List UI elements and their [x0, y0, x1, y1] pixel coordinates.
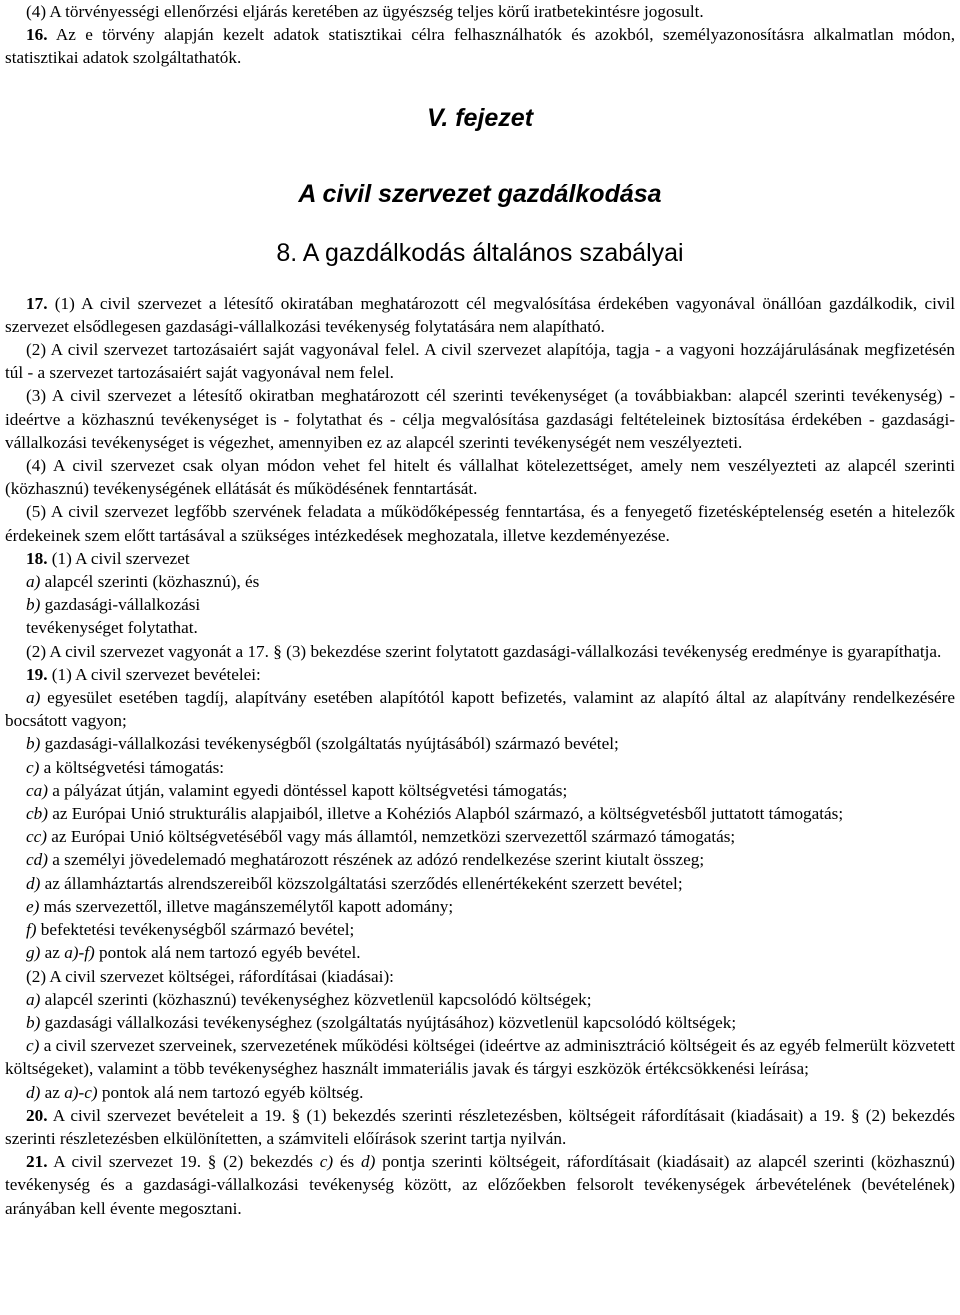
section-21-number: 21. — [26, 1152, 48, 1172]
section-19-item-g — [5, 941, 955, 964]
section-19-p1-text: (1) A civil szervezet bevételei: — [47, 664, 261, 684]
item-letter: cc) — [26, 827, 47, 847]
section-19-paragraph-1 — [5, 663, 955, 686]
item-text: egyesület esetében tagdíj, alapítvány esetében alapítótól kapott befizetés, valamint az alapító által az alapítvány rendelkezésére bocsátott vagyon; — [5, 688, 955, 731]
intro-paragraph-4: (4) A törvényességi ellenőrzési eljárás keretében az ügyészség teljes körű iratbetekintésre jogosult. — [26, 2, 704, 21]
section-19-item — [5, 918, 955, 941]
section-18-item-a — [5, 570, 955, 593]
section-17-paragraph-5: (5) A civil szervezet legfőbb szervének feladata a működőképesség fenntartása, és a fenyegető fizetésképtelenség esetén a hitelezők érdekeinek szem előtt tartásával a szükséges intézkedések meghozatala, illetve kezdeményezése. — [5, 502, 955, 545]
section-19-paragraph-2: (2) A civil szervezet költségei, ráfordításai (kiadásai): — [26, 966, 394, 986]
section-18-tail: tevékenységet folytathat. — [26, 618, 198, 638]
section-18-number: 18. — [26, 548, 48, 568]
section-17-p1-text: (1) A civil szervezet a létesítő okiratában meghatározott cél megvalósítása érdekében vagyonával önállóan gazdálkodik, civil szervezet elsődlegesen gazdasági-vállalkozási tevékenység folytatására nem alapítható. — [5, 293, 955, 336]
section-19-item — [5, 1011, 955, 1034]
section-18-paragraph-2: (2) A civil szervezet vagyonát a 17. § (3) bekezdése szerint folytatott gazdasági-vállalkozási tevékenység eredménye is gyarapíthatja. — [26, 641, 942, 661]
section-18-p1-text: (1) A civil szervezet — [47, 548, 190, 568]
section-17-paragraph-1 — [5, 292, 955, 338]
section-21-text: és — [333, 1152, 361, 1172]
section-19-item — [5, 732, 955, 755]
section-18-paragraph-1 — [5, 547, 955, 570]
section-21-text: pontja szerinti költségeit, ráfordításait (kiadásait) az alapcél szerinti (közhasznú) tevékenység és a gazdasági-vállalkozási tevékenység között, az előzőekben felsorolt tevékenységek árbevételének (bevételének) arányában kell évente megosztani. — [5, 1152, 955, 1218]
section-19-item — [5, 686, 955, 732]
item-letter: e) — [26, 896, 40, 916]
item-letter: b) — [26, 595, 41, 615]
chapter-number: V. fejezet — [426, 103, 534, 132]
item-letter: d) — [26, 1082, 41, 1102]
item-letter: g) — [26, 943, 41, 963]
section-19-item — [5, 848, 955, 871]
document-page — [5, 0, 955, 1220]
item-letter: f) — [26, 920, 37, 940]
item-letter: b) — [26, 734, 41, 754]
section-17-paragraph-2: (2) A civil szervezet tartozásaiért saját vagyonával felel. A civil szervezet alapítója, tagja - a vagyoni hozzájárulásának megfizetésén túl - a szervezet tartozásaiért saját vagyonával nem felel. — [5, 340, 955, 383]
item-text: gazdasági-vállalkozási — [40, 595, 201, 615]
section-19-item — [5, 802, 955, 825]
item-letter: cd) — [26, 850, 48, 870]
section-17-paragraph-4: (4) A civil szervezet csak olyan módon vehet fel hitelt és vállalhat kötelezettséget, amely nem veszélyezteti az alapcél szerinti (közhasznú) tevékenységének ellátását és működésének fenntartását. — [5, 456, 955, 499]
item-text: az Európai Unió költségvetéséből vagy más államtól, nemzetközi szervezettől származó támogatás; — [46, 827, 736, 847]
item-text: a költségvetési támogatás: — [39, 757, 225, 777]
item-text: a civil szervezet szerveinek, szervezetének működési költségei (ideértve az adminisztráció költségeit és az egyéb felmerült közvetett költségeket), valamint a több tevékenységhez használt immateriális javak és tárgyi eszközök értékcsökkenési leírása; — [5, 1036, 955, 1079]
item-reference: a)-f) — [64, 943, 95, 963]
item-text: a pályázat útján, valamint egyedi döntéssel kapott költségvetési támogatás; — [47, 780, 568, 800]
section-19-item — [5, 895, 955, 918]
item-text: alapcél szerinti (közhasznú), és — [40, 572, 260, 592]
item-letter: c) — [26, 757, 40, 777]
section-19-number: 19. — [26, 664, 48, 684]
item-letter: d) — [26, 873, 41, 893]
section-20-number: 20. — [26, 1105, 48, 1125]
section-19-item-d — [5, 1081, 955, 1104]
section-17-number: 17. — [26, 293, 48, 313]
section-21 — [5, 1150, 955, 1220]
section-19-item — [5, 779, 955, 802]
item-text: az Európai Unió strukturális alapjaiból, illetve a Kohéziós Alapból származó, a költségvetésből juttatott támogatás; — [47, 804, 844, 824]
item-text: az államháztartás alrendszereiből közszolgáltatási szerződés ellenértékeként szerzett bevétel; — [40, 873, 683, 893]
section-21-text: A civil szervezet 19. § (2) bekezdés — [47, 1152, 320, 1172]
item-letter: b) — [26, 1012, 41, 1032]
section-19-item — [5, 872, 955, 895]
item-letter: ca) — [26, 780, 48, 800]
item-text: a személyi jövedelemadó meghatározott részének az adózó rendelkezése szerint kiutalt összeg; — [47, 850, 705, 870]
item-text: pontok alá nem tartozó egyéb bevétel. — [94, 943, 361, 963]
item-text: az — [40, 1082, 65, 1102]
item-text: gazdasági vállalkozási tevékenységhez (szolgáltatás nyújtásához) közvetlenül kapcsolódó költségek; — [40, 1012, 737, 1032]
item-reference: c) — [319, 1152, 334, 1172]
section-16-number: 16. — [26, 25, 48, 45]
item-reference: d) — [360, 1152, 376, 1172]
item-text: alapcél szerinti (közhasznú) tevékenységhez közvetlenül kapcsolódó költségek; — [40, 989, 592, 1009]
section-18-item-b — [5, 593, 955, 616]
section-title: 8. A gazdálkodás általános szabályai — [276, 238, 684, 267]
item-text: befektetési tevékenységből származó bevétel; — [36, 920, 355, 940]
item-letter: a) — [26, 989, 41, 1009]
section-19-item — [5, 756, 955, 779]
section-20-text: A civil szervezet bevételeit a 19. § (1) bekezdés szerinti részletezésben, költségeit ráfordításait (kiadásait) a 19. § (2) bekezdés szerinti részletezésben elkülönítetten, a számviteli előírások szerint tartja nyilván. — [5, 1105, 955, 1148]
item-letter: a) — [26, 688, 41, 708]
section-17-paragraph-3: (3) A civil szervezet a létesítő okiratban meghatározott cél szerinti tevékenységet (a továbbiakban: alapcél szerinti tevékenység) - ideértve a közhasznú tevékenységet is - folytathat és - célja megvalósítása gazdasági feltételeinek biztosítása érdekében - gazdasági-vállalkozási tevékenységet is végezhet, amennyiben ez az alapcél szerinti tevékenységét nem veszélyezteti. — [5, 386, 955, 452]
item-letter: c) — [26, 1036, 40, 1056]
item-text: más szervezettől, illetve magánszemélytől kapott adomány; — [39, 896, 454, 916]
item-text: gazdasági-vállalkozási tevékenységből (szolgáltatás nyújtásából) származó bevétel; — [40, 734, 619, 754]
item-text: pontok alá nem tartozó egyéb költség. — [97, 1082, 364, 1102]
section-19-item — [5, 1034, 955, 1080]
section-20 — [5, 1104, 955, 1150]
item-reference: a)-c) — [64, 1082, 98, 1102]
item-letter: a) — [26, 572, 41, 592]
section-16 — [5, 23, 955, 69]
section-19-item — [5, 988, 955, 1011]
section-16-text: Az e törvény alapján kezelt adatok statisztikai célra felhasználhatók és azokból, személyazonosításra alkalmatlan módon, statisztikai adatok szolgáltathatók. — [5, 25, 955, 68]
section-19-item — [5, 825, 955, 848]
item-letter: cb) — [26, 804, 48, 824]
item-text: az — [40, 943, 65, 963]
chapter-title: A civil szervezet gazdálkodása — [298, 179, 662, 208]
